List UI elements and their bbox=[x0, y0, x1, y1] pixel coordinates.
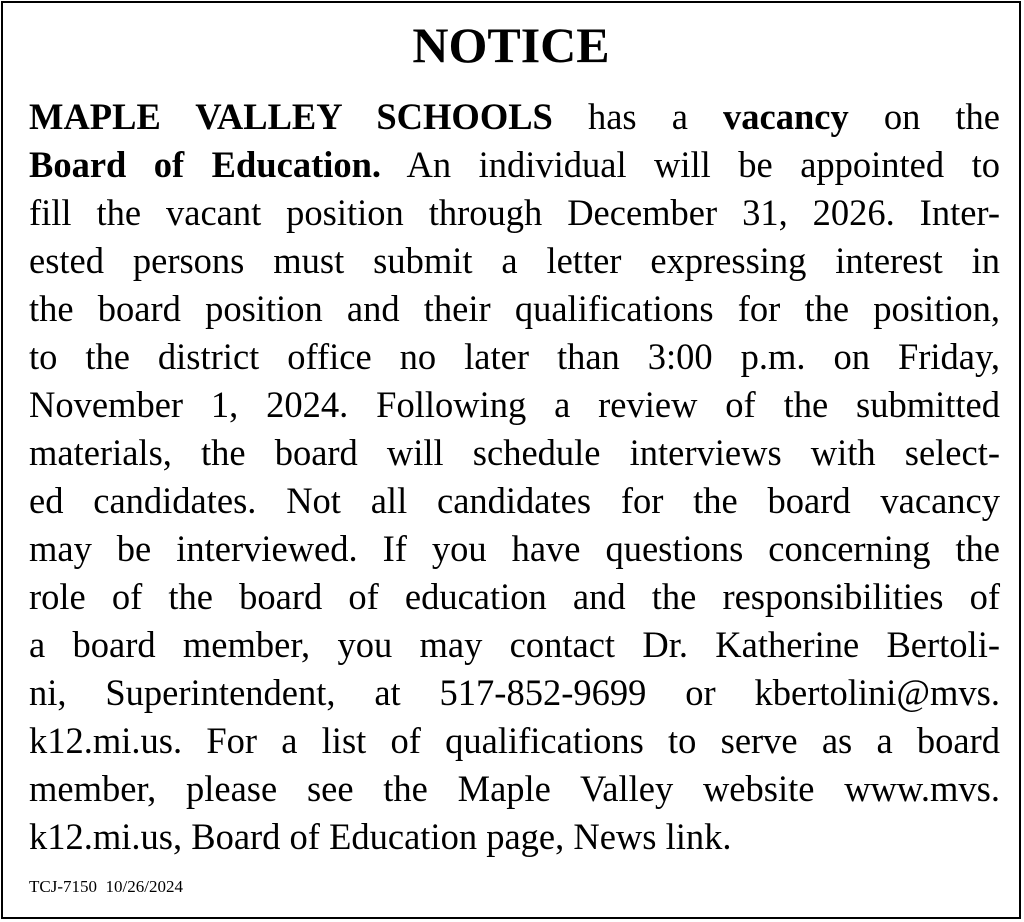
notice-frame bbox=[1, 1, 1021, 919]
notice-line bbox=[29, 813, 1000, 861]
body-text-run: a board member, you may contact Dr. Katherine Bertoli- bbox=[29, 624, 1000, 665]
body-text-run: the board position and their qualifications for the position, bbox=[29, 288, 1000, 329]
notice-line bbox=[29, 477, 1000, 525]
notice-line bbox=[29, 717, 1000, 765]
body-text-run: ed candidates. Not all candidates for the board vacancy bbox=[29, 480, 1000, 521]
body-text-run: to the district office no later than 3:00 p.m. on Friday, bbox=[29, 336, 1000, 377]
notice-line bbox=[29, 285, 1000, 333]
body-text-run: ni, Superintendent, at 517-852-9699 or kbertolini@mvs. bbox=[29, 672, 1000, 713]
notice-line bbox=[29, 429, 1000, 477]
notice-line bbox=[29, 621, 1000, 669]
body-text-run: may be interviewed. If you have questions concerning the bbox=[29, 528, 1000, 569]
notice-line bbox=[29, 765, 1000, 813]
notice-body bbox=[29, 93, 1000, 861]
notice-line bbox=[29, 381, 1000, 429]
body-text-run: k12.mi.us. For a list of qualifications to serve as a board bbox=[29, 720, 1000, 761]
body-text-run: on the bbox=[848, 96, 1001, 137]
bold-text: Board of Education. bbox=[29, 144, 382, 185]
notice-line bbox=[29, 333, 1000, 381]
body-text-run: November 1, 2024. Following a review of the submitted bbox=[29, 384, 1000, 425]
notice-line bbox=[29, 189, 1000, 237]
body-text-run: materials, the board will schedule interviews with select- bbox=[29, 432, 1000, 473]
body-text-run: ested persons must submit a letter expressing interest in bbox=[29, 240, 1000, 281]
notice-line bbox=[29, 669, 1000, 717]
body-text-run: has a bbox=[552, 96, 724, 137]
notice-line bbox=[29, 573, 1000, 621]
body-text-run: An individual will be appointed to bbox=[381, 144, 1000, 185]
body-text-run: k12.mi.us, Board of Education page, News link. bbox=[29, 816, 732, 857]
bold-text: vacancy bbox=[723, 96, 849, 137]
notice-line bbox=[29, 93, 1000, 141]
body-text-run: fill the vacant position through December 31, 2026. Inter- bbox=[29, 192, 1000, 233]
notice-line bbox=[29, 237, 1000, 285]
bold-text: MAPLE VALLEY SCHOOLS bbox=[29, 96, 553, 137]
footer-date: 10/26/2024 bbox=[105, 877, 183, 896]
notice-line bbox=[29, 141, 1000, 189]
footer-id: TCJ-7150 bbox=[29, 877, 97, 896]
notice-title: NOTICE bbox=[412, 17, 610, 73]
body-text-run: role of the board of education and the responsibilities of bbox=[29, 576, 1000, 617]
notice-line bbox=[29, 525, 1000, 573]
notice-footer bbox=[29, 877, 183, 897]
body-text-run: member, please see the Maple Valley website www.mvs. bbox=[29, 768, 1000, 809]
